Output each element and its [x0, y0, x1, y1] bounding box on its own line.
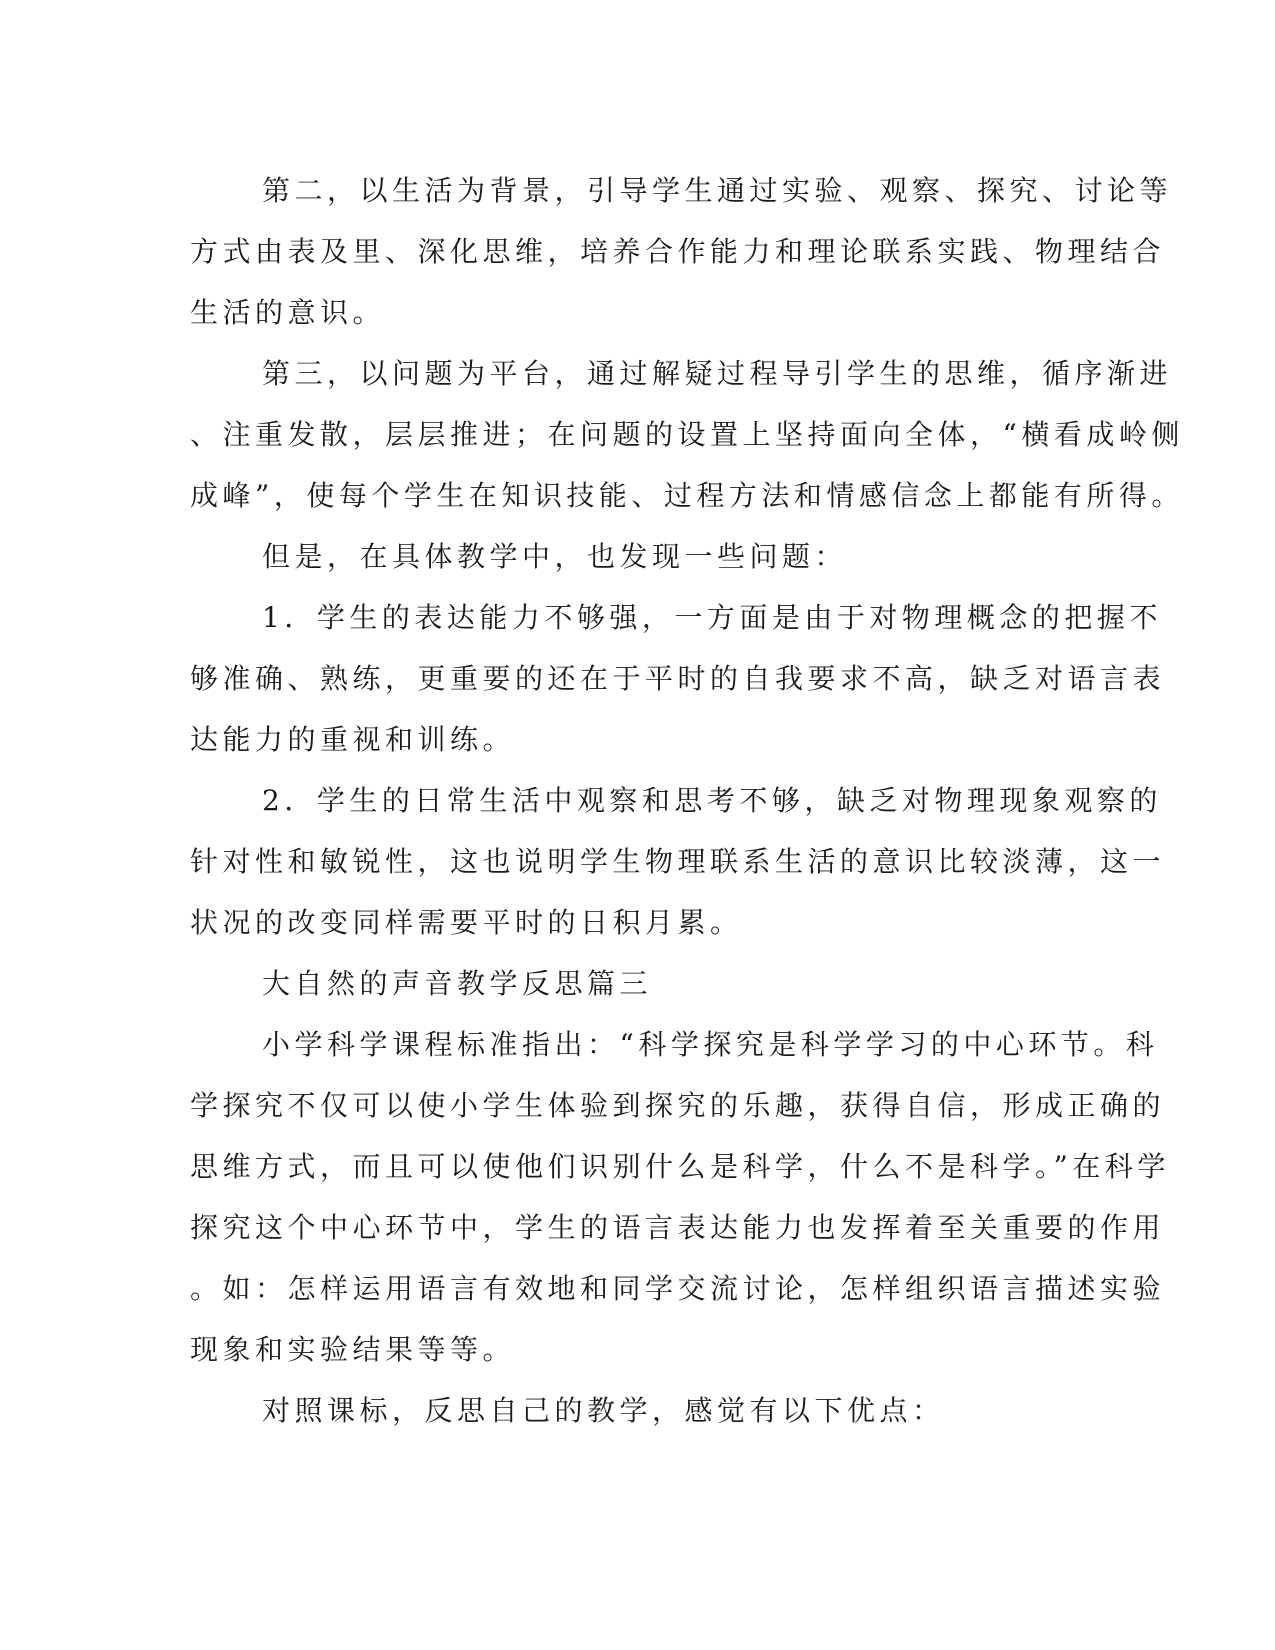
paragraph-third-line-3: 成峰”，使每个学生在知识技能、过程方法和情感信念上都能有所得。	[190, 479, 1184, 512]
paragraph-standard-line-3: 思维方式，而且可以使他们识别什么是科学，什么不是科学。”在科学	[190, 1150, 1170, 1183]
list-item-2-line-2: 针对性和敏锐性，这也说明学生物理联系生活的意识比较淡薄，这一	[190, 845, 1166, 878]
list-item-1-line-2: 够准确、熟练，更重要的还在于平时的自我要求不高，缺乏对语言表	[190, 662, 1166, 695]
paragraph-third-line-2: 、注重发散，层层推进；在问题的设置上坚持面向全体，“横看成岭侧	[190, 418, 1184, 451]
section-heading: 大自然的声音教学反思篇三	[262, 967, 653, 1000]
paragraph-second-line-2: 方式由表及里、深化思维，培养合作能力和理论联系实践、物理结合	[190, 235, 1166, 268]
list-item-1-line-3: 达能力的重视和训练。	[190, 723, 516, 756]
list-item-2-line-3: 状况的改变同样需要平时的日积月累。	[190, 906, 743, 939]
paragraph-reflection: 对照课标，反思自己的教学，感觉有以下优点：	[262, 1394, 945, 1427]
paragraph-second-line-3: 生活的意识。	[190, 296, 386, 329]
paragraph-standard-line-1: 小学科学课程标准指出：“科学探究是科学学习的中心环节。科	[262, 1028, 1159, 1061]
paragraph-problems-intro: 但是，在具体教学中，也发现一些问题：	[262, 540, 848, 573]
paragraph-second-line-1: 第二，以生活为背景，引导学生通过实验、观察、探究、讨论等	[262, 174, 1173, 207]
list-item-2-line-1: 2．学生的日常生活中观察和思考不够，缺乏对物理现象观察的	[262, 784, 1162, 817]
paragraph-standard-line-2: 学探究不仅可以使小学生体验到探究的乐趣，获得自信，形成正确的	[190, 1089, 1166, 1122]
paragraph-standard-line-6: 现象和实验结果等等。	[190, 1333, 516, 1366]
paragraph-third-line-1: 第三，以问题为平台，通过解疑过程导引学生的思维，循序渐进	[262, 357, 1173, 390]
list-item-1-line-1: 1．学生的表达能力不够强，一方面是由于对物理概念的把握不	[262, 601, 1162, 634]
paragraph-standard-line-4: 探究这个中心环节中，学生的语言表达能力也发挥着至关重要的作用	[190, 1211, 1166, 1244]
document-body	[190, 160, 1184, 1441]
paragraph-standard-line-5: 。如：怎样运用语言有效地和同学交流讨论，怎样组织语言描述实验	[190, 1272, 1166, 1305]
